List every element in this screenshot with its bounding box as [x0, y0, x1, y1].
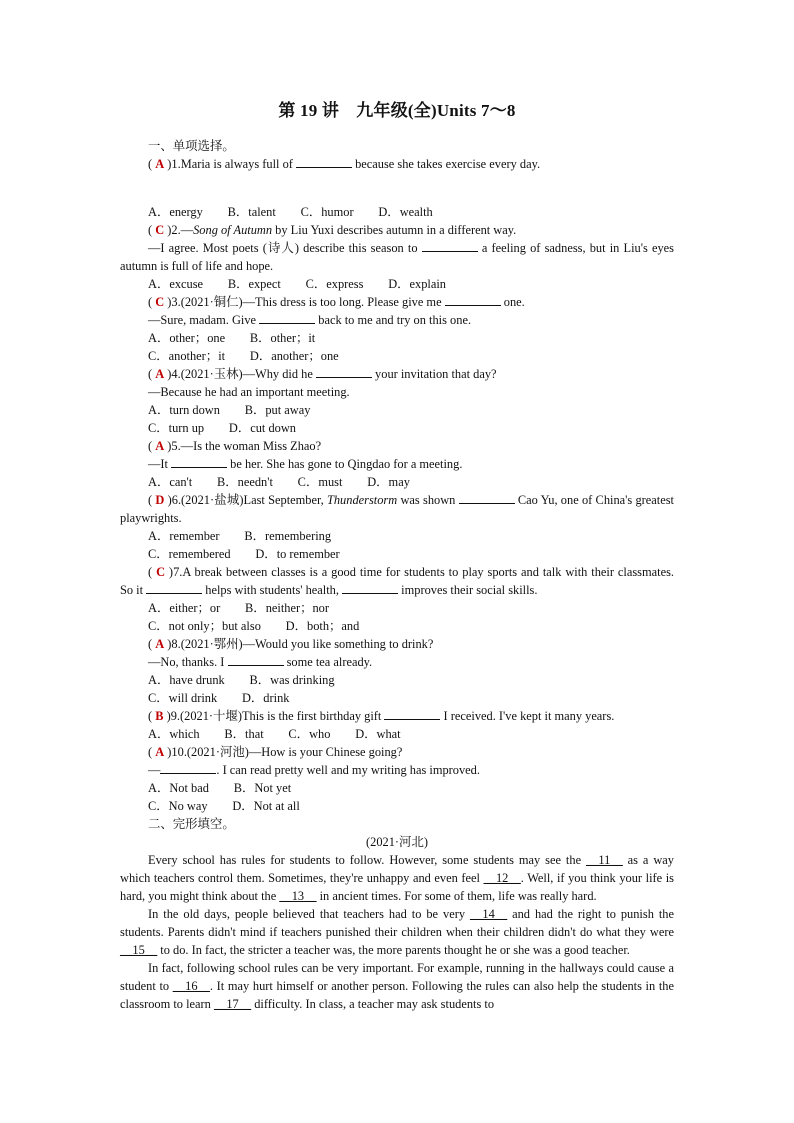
options-1: A．energy B．talent C．humor D．wealth [148, 205, 433, 219]
options-6b: C．remembered D．to remember [148, 547, 340, 561]
answer-4: A [155, 367, 165, 381]
answer-1: A [155, 157, 165, 171]
blank [228, 653, 284, 666]
blank [316, 365, 372, 378]
blank [160, 761, 216, 774]
options-2: A．excuse B．expect C．express D．explain [148, 277, 447, 291]
question-10: ( A )10.(2021·河池)—How is your Chinese going? [148, 745, 403, 759]
options-4b: C．turn up D．cut down [148, 421, 296, 435]
options-6a: A．remember B．remembering [148, 529, 332, 543]
question-5-line2: —It be her. She has gone to Qingdao for a meeting. [148, 457, 463, 471]
question-4-line2: —Because he had an important meeting. [148, 385, 350, 399]
passage-paragraph-1: Every school has rules for students to follow. However, some students may see the __11__ as a way which teachers control them. Sometimes, they're unhappy and even feel __12__. Well, if you think your life is hard, you might think about the __13__ in ancient times. For some of them, life was really hard. [120, 853, 674, 903]
blank [459, 491, 515, 504]
passage-paragraph-2: In the old days, people believed that teachers had to be very __14__ and had the right to punish the students. Parents didn't mind if teachers punished their children when their children didn't do what they were __15__ to do. In fact, the stricter a teacher was, the more parents thought he or she was a good teacher. [120, 907, 674, 957]
answer-3: C [155, 295, 165, 309]
blank [296, 155, 352, 168]
blank [146, 581, 202, 594]
blank [445, 293, 501, 306]
blank [422, 239, 478, 252]
answer-8: A [155, 637, 165, 651]
question-3: ( C )3.(2021·铜仁)—This dress is too long. Please give me one. [148, 295, 525, 309]
options-10b: C．No way D．Not at all [148, 799, 300, 813]
options-10a: A．Not bad B．Not yet [148, 781, 292, 795]
options-5: A．can't B．needn't C．must D．may [148, 475, 410, 489]
options-7b: C．not only；but also D．both；and [148, 619, 360, 633]
answer-5: A [155, 439, 165, 453]
passage-paragraph-3: In fact, following school rules can be very important. For example, running in the hallways could cause a student to __16__. It may hurt himself or another person. Following the rules can also help the students in the classroom to learn __17__ difficulty. In class, a teacher may ask students to [120, 961, 674, 1011]
question-6: ( D )6.(2021·盐城)Last September, Thunderstorm was shown Cao Yu, one of China's greatest playwrights. [120, 493, 675, 525]
options-8a: A．have drunk B．was drinking [148, 673, 335, 687]
blank [384, 707, 440, 720]
question-8-line2: —No, thanks. I some tea already. [148, 655, 373, 669]
question-1: ( A )1.Maria is always full of because she takes exercise every day. [148, 157, 541, 171]
answer-6: D [155, 493, 165, 507]
passage-source: (2021·河北) [366, 835, 428, 849]
answer-7: C [156, 565, 166, 579]
question-2-line2: —I agree. Most poets (诗人) describe this season to a feeling of sadness, but in Liu's eyes autumn is full of life and hope. [120, 241, 674, 273]
blank [342, 581, 398, 594]
answer-2: C [155, 223, 165, 237]
options-9: A．which B．that C．who D．what [148, 727, 401, 741]
question-2: ( C )2.—Song of Autumn by Liu Yuxi describes autumn in a different way. [148, 223, 517, 237]
section-heading-choice: 一、单项选择。 [148, 139, 235, 153]
answer-10: A [155, 745, 165, 759]
blank [171, 455, 227, 468]
options-7a: A．either；or B．neither；nor [148, 601, 330, 615]
question-10-line2: — . I can read pretty well and my writing has improved. [148, 763, 480, 777]
question-4: ( A )4.(2021·玉林)—Why did he your invitation that day? [148, 367, 497, 381]
options-8b: C．will drink D．drink [148, 691, 290, 705]
question-8: ( A )8.(2021·鄂州)—Would you like something to drink? [148, 637, 434, 651]
options-3a: A．other；one B．other；it [148, 331, 316, 345]
options-3b: C．another；it D．another；one [148, 349, 339, 363]
question-5: ( A )5.—Is the woman Miss Zhao? [148, 439, 322, 453]
section-heading-cloze: 二、完形填空。 [148, 817, 235, 831]
question-3-line2: —Sure, madam. Give back to me and try on this one. [148, 313, 472, 327]
blank [259, 311, 315, 324]
question-9: ( B )9.(2021·十堰)This is the first birthday gift I received. I've kept it many years. [148, 709, 615, 723]
answer-9: B [155, 709, 164, 723]
page-title: 第 19 讲 九年级(全)Units 7～8 [278, 101, 516, 120]
question-7: ( C )7.A break between classes is a good time for students to play sports and talk with their classmates. So it helps with students' health, improves their social skills. [120, 565, 674, 597]
worksheet [120, 96, 674, 1013]
options-4a: A．turn down B．put away [148, 403, 311, 417]
